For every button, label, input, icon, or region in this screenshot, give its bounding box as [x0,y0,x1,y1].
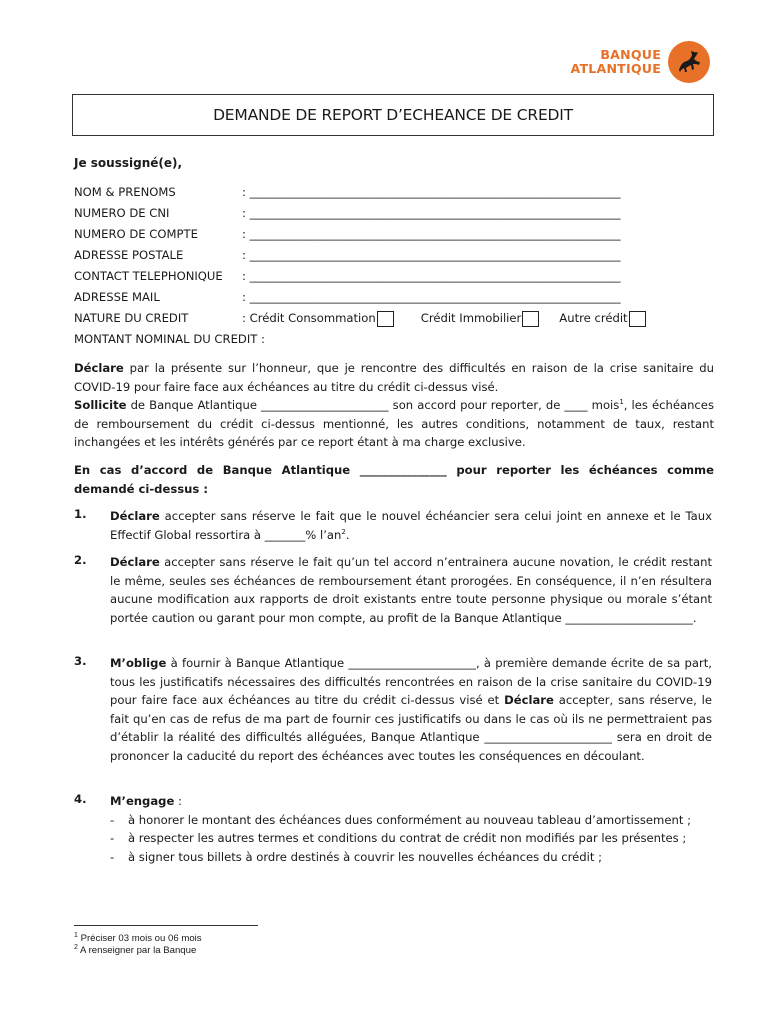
field-label: ADRESSE POSTALE [74,248,184,262]
field-label: CONTACT TELEPHONIQUE [74,269,223,283]
logo-text: BANQUE ATLANTIQUE [570,47,661,76]
field-blank[interactable]: : ________________________________________________________________ [242,206,621,220]
list-item: - à signer tous billets à ordre destinés à couvrir les nouvelles échéances du crédit ; [110,849,602,864]
identity-fields [74,182,714,350]
nature-options: : Crédit Consommation Crédit Immobilier Autre crédit [242,308,646,329]
list-item: - à respecter les autres termes et conditions du contrat de crédit non modifiés par les présentes ; [110,831,687,846]
item-1: Déclare accepter sans réserve le fait que le nouvel échéancier sera celui joint en annexe et le Taux Effectif Global ressortira à _______% $l’an^2$. [110,509,712,542]
intro-text: Je soussigné(e), [74,156,183,170]
field-row-compte [74,224,714,245]
field-label: NUMERO DE COMPTE [74,227,198,241]
field-row-nom [74,182,714,203]
field-label: NOM & PRENOMS [74,185,176,199]
item-number: 3. [74,654,87,668]
field-row-cni [74,203,714,224]
checkbox-autre[interactable] [629,311,646,327]
item-number: 2. [74,553,87,567]
document-title: DEMANDE DE REPORT D’ECHEANCE DE CREDIT [213,106,573,124]
field-label: MONTANT NOMINAL DU CREDIT : [74,332,265,346]
field-blank[interactable]: : ________________________________________________________________ [242,269,621,283]
document-title-box [72,94,714,136]
field-row-contact [74,266,714,287]
field-row-adresse-postale [74,245,714,266]
footnote-1: $^1$ Préciser 03 mois ou 06 mois [74,931,202,944]
field-blank[interactable]: : ________________________________________________________________ [242,185,621,199]
list-item: - à honorer le montant des échéances dues conformément au nouveau tableau d’amortissement ; [110,812,691,827]
field-label: NATURE DU CREDIT [74,311,189,325]
footnote-2: $^2$ A renseigner par la Banque [74,943,197,956]
sollicite-paragraph: Sollicite de Banque Atlantique ______________________ son accord pour reporter, de ____ mois$^1$, les échéances de remboursement du crédit ci-dessus mentionné, les autres conditions, notamment de taux, restant inchangées et les intérêts générés par ce report étant à ma charge exclusive. [74,398,714,450]
field-row-montant [74,329,714,350]
field-row-mail [74,287,714,308]
field-label: NUMERO DE CNI [74,206,170,220]
option-label-immobilier: Crédit Immobilier [420,311,522,325]
field-blank[interactable]: : ________________________________________________________________ [242,290,621,304]
item-2: Déclare accepter sans réserve le fait qu’un tel accord n’entrainera aucune novation, le crédit restant le même, seules ses échéances de remboursement étant prorogées. En conséquence, il n’en résultera aucune modification aux rapports de droit existants entre toute personne physique ou morale s’étant portée caution ou garant pour mon compte, au profit de la Banque Atlantique ______________________. [110,555,712,625]
item-number: 4. [74,792,87,806]
field-row-nature [74,308,714,329]
accord-heading: En cas d’accord de Banque Atlantique _______________ pour reporter les échéances comme demandé ci-dessus : [74,463,714,496]
checkbox-consommation[interactable] [377,311,394,327]
item-number: 1. [74,507,87,521]
option-label-autre: Autre crédit [559,311,628,325]
field-label: ADRESSE MAIL [74,290,160,304]
footnote-divider [74,925,258,926]
field-blank[interactable]: : ________________________________________________________________ [242,227,621,241]
item-4: M’engage : - à honorer le montant des échéances dues conformément au nouveau tableau d’amortissement ; - à respecter les autres termes et conditions du contrat de crédit non modifiés par les présentes ; - à signer tous billets à ordre destinés à couvrir les nouvelles échéances du crédit ; [110,792,712,866]
checkbox-immobilier[interactable] [522,311,539,327]
field-blank[interactable]: : ________________________________________________________________ [242,248,621,262]
horse-logo-icon [667,40,711,84]
option-label-consommation: Crédit Consommation [249,311,376,325]
declare-paragraph: Déclare par la présente sur l’honneur, que je rencontre des difficultés en raison de la crise sanitaire du COVID-19 pour faire face aux échéances au titre du crédit ci-dessus visé. [74,361,714,394]
item-3: M’oblige à fournir à Banque Atlantique ______________________, à première demande écrite de sa part, tous les justificatifs nécessaires des difficultés rencontrées en raison de la crise sanitaire du COVID-19 pour faire face aux échéances au titre du crédit ci-dessus visé et Déclare accepter, sans réserve, le fait qu’en cas de refus de ma part de fournir ces justificatifs ou dans le cas où ils ne permettraient pas d’établir la réalité des difficultés alléguées, Banque Atlantique ______________________ sera en droit de prononcer la caducité du report des échéances avec toutes les conséquences en découlant. [110,656,713,763]
bank-logo [537,40,715,86]
